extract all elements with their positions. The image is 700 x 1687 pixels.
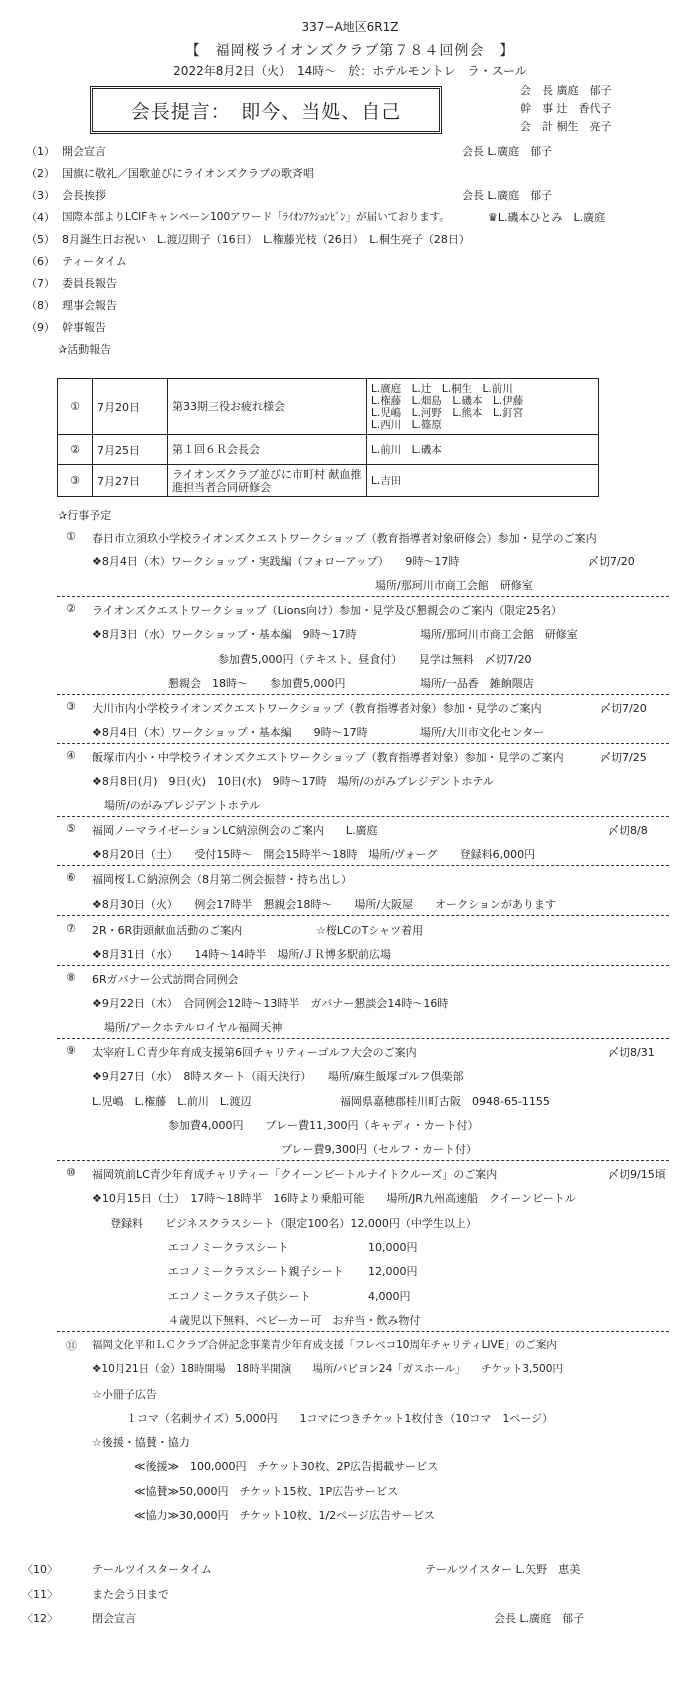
agenda-number: 〈11〉 (22, 1588, 58, 1601)
row-members (367, 435, 599, 465)
agenda-text: 理事会報告 (62, 299, 117, 312)
seat-price: 4,000円 (368, 1290, 411, 1303)
agenda-text: 国際本部よりLCIFキャンペーン100アワード「ﾗｲｵﾝｱｸｼｮﾝﾋﾟﾝ」が届いております。 (62, 211, 450, 223)
row-number: ③ (58, 465, 93, 497)
schedule-venue: 場所/アークホテルロイヤル福岡天神 (104, 1021, 283, 1034)
schedule-title: 2R・6R街頭献血活動のご案内 (92, 924, 243, 937)
schedule-fee: プレー費9,300円（セルフ・カート付） (281, 1143, 478, 1156)
agenda-text: 委員長報告 (62, 277, 117, 290)
agenda-text: 会長挨拶 (62, 189, 106, 202)
agenda-number: （3） (26, 189, 55, 202)
table-row (58, 465, 599, 497)
sponsor-tier: ≪協賛≫50,000円 チケット15枚、1P広告サービス (134, 1485, 399, 1498)
row-event: 第１回６Ｒ会長会 (168, 435, 367, 465)
district-label: 337−A地区6R1Z (301, 20, 399, 34)
agenda-number: （8） (26, 299, 55, 312)
divider (57, 965, 669, 966)
agenda-text: テールツイスタータイム (92, 1563, 212, 1576)
agenda-number: 〈10〉 (22, 1563, 58, 1576)
schedule-number: ⑦ (66, 922, 76, 935)
schedule-detail: ❖8月3日（水）ワークショップ・基本編 9時〜17時 (92, 628, 357, 641)
row-members (367, 465, 599, 497)
agenda-speaker (488, 209, 688, 225)
schedule-deadline: 〆切7/20 (588, 555, 635, 568)
divider (57, 743, 669, 744)
schedule-detail: ❖9月22日（木） 合同例会12時〜13時半 ガバナー懇談会14時〜16時 (92, 997, 449, 1010)
schedule-venue: 場所/那珂川市商工会館 研修室 (420, 628, 578, 641)
schedule-detail: ❖8月8日(月) 9日(火) 10日(水) 9時〜17時 場所/のがみプレジデントホテル (92, 775, 494, 788)
seat-price: 12,000円 (368, 1265, 418, 1278)
schedule-members: L.児嶋 L.権藤 L.前川 L.渡辺 (92, 1095, 252, 1108)
schedule-detail: ❖10月21日（金）18時開場 18時半開演 場所/パピヨン24「ガスホール」 チケット3,500円 (92, 1363, 563, 1375)
agenda-number: （6） (26, 255, 55, 268)
schedule-note: ☆桜LCのTシャツ着用 (316, 924, 424, 937)
schedule-title: 太宰府ＬＣ青少年育成支援第6回チャリティーゴルフ大会のご案内 (92, 1046, 417, 1059)
schedule-title: 大川市内小学校ライオンズクエストワークショップ（教育指導者対象）参加・見学のご案内 (92, 702, 542, 715)
divider (57, 694, 669, 695)
member-line: L.前川 L.磯本 (371, 443, 442, 456)
divider (57, 1160, 669, 1161)
activity-report-label: ✰活動報告 (58, 343, 112, 356)
agenda-text: 幹事報告 (62, 321, 106, 334)
member-line: L.西川 L.篠原 (371, 418, 442, 431)
divider (57, 816, 669, 817)
row-event: ライオンズクラブ並びに市町村 献血推進担当者合同研修会 (168, 465, 367, 497)
schedule-label: ✰行事予定 (58, 509, 112, 522)
schedule-detail: ❖8月20日（土） 受付15時〜 開会15時半〜18時 場所/ヴォーグ 登録料6,000円 (92, 848, 536, 861)
seat-type: エコノミークラス子供シート (168, 1290, 311, 1303)
row-event: 第33期三役お疲れ様会 (168, 379, 367, 435)
schedule-note: ４歳児以下無料、ベビーカー可 お弁当・飲み物付 (168, 1314, 421, 1327)
agenda-speaker: 会長 L.廣庭 郁子 (462, 145, 553, 158)
agenda-text: 国旗に敬礼／国歌並びにライオンズクラブの歌斉唱 (62, 167, 315, 180)
schedule-venue: 場所/一品香 雑餉隈店 (420, 677, 534, 690)
schedule-venue: 場所/のがみプレジデントホテル (104, 799, 261, 812)
agenda-number: （5） (26, 233, 55, 246)
meeting-title: 【 福岡桜ライオンズクラブ第７８４回例会 】 (185, 43, 515, 59)
divider (57, 1038, 669, 1039)
officer-secretary: 幹 事 辻 香代子 (520, 102, 612, 115)
schedule-subheading: ☆後援・協賛・協力 (92, 1436, 190, 1449)
schedule-subheading: ☆小冊子広告 (92, 1388, 157, 1401)
agenda-speaker: テールツイスター L.矢野 恵美 (425, 1563, 581, 1576)
agenda-number: （7） (26, 277, 55, 290)
schedule-number: ④ (66, 749, 76, 762)
schedule-number: ⑩ (66, 1166, 76, 1179)
member-line: L.廣庭 L.辻 L.桐生 L.前川 (371, 382, 513, 395)
row-number: ② (58, 435, 93, 465)
schedule-title: 春日市立須玖小学校ライオンズクエストワークショップ（教育指導者対象研修会）参加・見学のご案内 (92, 532, 597, 545)
schedule-venue: 場所/那珂川市商工会館 研修室 (375, 579, 533, 592)
member-line: L.児嶋 L.河野 L.熊本 L.釘宮 (371, 406, 524, 419)
schedule-title: 福岡文化平和ＬＣクラブ合併記念事業青少年育成支援「フレベコ10周年チャリティLIVE」のご案内 (92, 1339, 557, 1351)
schedule-fee: 参加費4,000円 プレー費11,300円（キャディ・カート付） (168, 1119, 479, 1132)
divider (57, 915, 669, 916)
schedule-number: ⑤ (66, 822, 76, 835)
agenda-number: 〈12〉 (22, 1612, 58, 1625)
seat-type: エコノミークラスシート親子シート (168, 1265, 344, 1278)
officer-treasurer: 会 計 桐生 亮子 (520, 120, 612, 133)
president-theme: 会長提言： 即今、当処、自己 (130, 100, 402, 123)
schedule-number: ⑥ (66, 871, 76, 884)
row-date: 7月20日 (93, 379, 168, 435)
schedule-detail: ❖10月15日（土） 17時〜18時半 16時より乗船可能 場所/JR九州高速船 クイーンビートル (92, 1192, 576, 1205)
sponsor-tier: ≪後援≫ 100,000円 チケット30枚、2P広告掲載サービス (134, 1460, 439, 1473)
member-line: L.権藤 L.畑島 L.磯本 L.伊藤 (371, 394, 524, 407)
agenda-number: （9） (26, 321, 55, 334)
member-line: L.吉田 (371, 474, 402, 487)
schedule-title: 飯塚市内小・中学校ライオンズクエストワークショップ（教育指導者対象）参加・見学のご案内 (92, 751, 564, 764)
agenda-speaker-names: L.磯本ひとみ L.廣庭 (497, 211, 606, 224)
schedule-social: 懇親会 18時〜 参加費5,000円 (168, 677, 346, 690)
agenda-speaker: 会長 L.廣庭 郁子 (494, 1612, 585, 1625)
schedule-fee: 参加費5,000円（テキスト、昼食付） 見学は無料 〆切7/20 (218, 653, 532, 666)
officer-president: 会 長 廣庭 郁子 (520, 84, 612, 97)
agenda-text: また会う日まで (92, 1588, 169, 1601)
row-number: ① (58, 379, 93, 435)
schedule-title: 福岡筑前LC青少年育成チャリティー「クイーンビートルナイトクルーズ」のご案内 (92, 1168, 498, 1181)
schedule-title: 6Rガバナー公式訪問合同例会 (92, 973, 239, 986)
schedule-number: ② (66, 602, 76, 615)
sponsor-tier: ≪協力≫30,000円 チケット10枚、1/2ページ広告サービス (134, 1509, 436, 1522)
meeting-date-venue: 2022年8月2日（火） 14時〜 於：ホテルモントレ ラ・スール (173, 64, 527, 78)
row-members (367, 379, 599, 435)
agenda-text: 閉会宣言 (92, 1612, 136, 1625)
schedule-detail: ❖8月4日（木）ワークショップ・実践編（フォローアップ） 9時〜17時 (92, 555, 460, 568)
schedule-title: 福岡ノーマライゼーションLC納涼例会のご案内 L.廣庭 (92, 824, 378, 837)
divider (57, 865, 669, 866)
seat-price: 10,000円 (368, 1241, 418, 1254)
agenda-text: 開会宣言 (62, 145, 106, 158)
divider (57, 596, 669, 597)
schedule-detail: ❖9月27日（水） 8時スタート（雨天決行） 場所/麻生飯塚ゴルフ倶楽部 (92, 1070, 464, 1083)
row-date: 7月27日 (93, 465, 168, 497)
schedule-number: ⑪ (66, 1339, 77, 1352)
schedule-venue: 場所/大川市文化センター (420, 726, 545, 739)
schedule-title: 福岡桜ＬＣ納涼例会（8月第二例会振替・持ち出し） (92, 873, 352, 886)
president-theme-box (90, 86, 442, 134)
schedule-deadline: 〆切7/20 (600, 702, 647, 715)
agenda-number: （1） (26, 145, 55, 158)
schedule-address: 福岡県嘉穂郡桂川町古阪 0948-65-1155 (340, 1095, 550, 1108)
schedule-detail: ❖8月31日（水） 14時〜14時半 場所/ＪＲ博多駅前広場 (92, 948, 392, 961)
table-row (58, 379, 599, 435)
schedule-deadline: 〆切8/31 (608, 1046, 655, 1059)
activity-report-table (57, 378, 599, 497)
schedule-deadline: 〆切7/25 (600, 751, 647, 764)
agenda-text: ティータイム (62, 255, 127, 268)
schedule-number: ⑨ (66, 1044, 76, 1057)
seat-type: エコノミークラスシート (168, 1241, 289, 1254)
schedule-detail: ❖8月4日（木）ワークショップ・基本編 9時〜17時 (92, 726, 368, 739)
lion-pin-icon: ♛ (488, 211, 498, 224)
schedule-detail: ❖8月30日（火） 例会17時半 懇親会18時〜 場所/大阪屋 オークションがあります (92, 898, 556, 911)
schedule-number: ③ (66, 700, 76, 713)
schedule-title: ライオンズクエストワークショップ（Lions向け）参加・見学及び懇親会のご案内（限定25名） (92, 604, 563, 617)
schedule-number: ⑧ (66, 971, 76, 984)
row-date: 7月25日 (93, 435, 168, 465)
table-row (58, 435, 599, 465)
agenda-text: 8月誕生日お祝い L.渡辺則子（16日） L.権藤光枝（26日） L.桐生亮子（28日） (62, 233, 470, 246)
agenda-number: （4） (26, 211, 55, 224)
schedule-number: ① (66, 530, 76, 543)
schedule-deadline: 〆切9/15頃 (608, 1168, 666, 1181)
schedule-deadline: 〆切8/8 (608, 824, 648, 837)
agenda-speaker: 会長 L.廣庭 郁子 (462, 189, 553, 202)
schedule-detail: １コマ（名刺サイズ）5,000円 1コマにつきチケット1枚付き（10コマ 1ページ） (126, 1412, 554, 1425)
agenda-number: （2） (26, 167, 55, 180)
divider (57, 1331, 669, 1332)
schedule-fee: 登録料 ビジネスクラスシート（限定100名）12,000円（中学生以上） (110, 1217, 477, 1230)
